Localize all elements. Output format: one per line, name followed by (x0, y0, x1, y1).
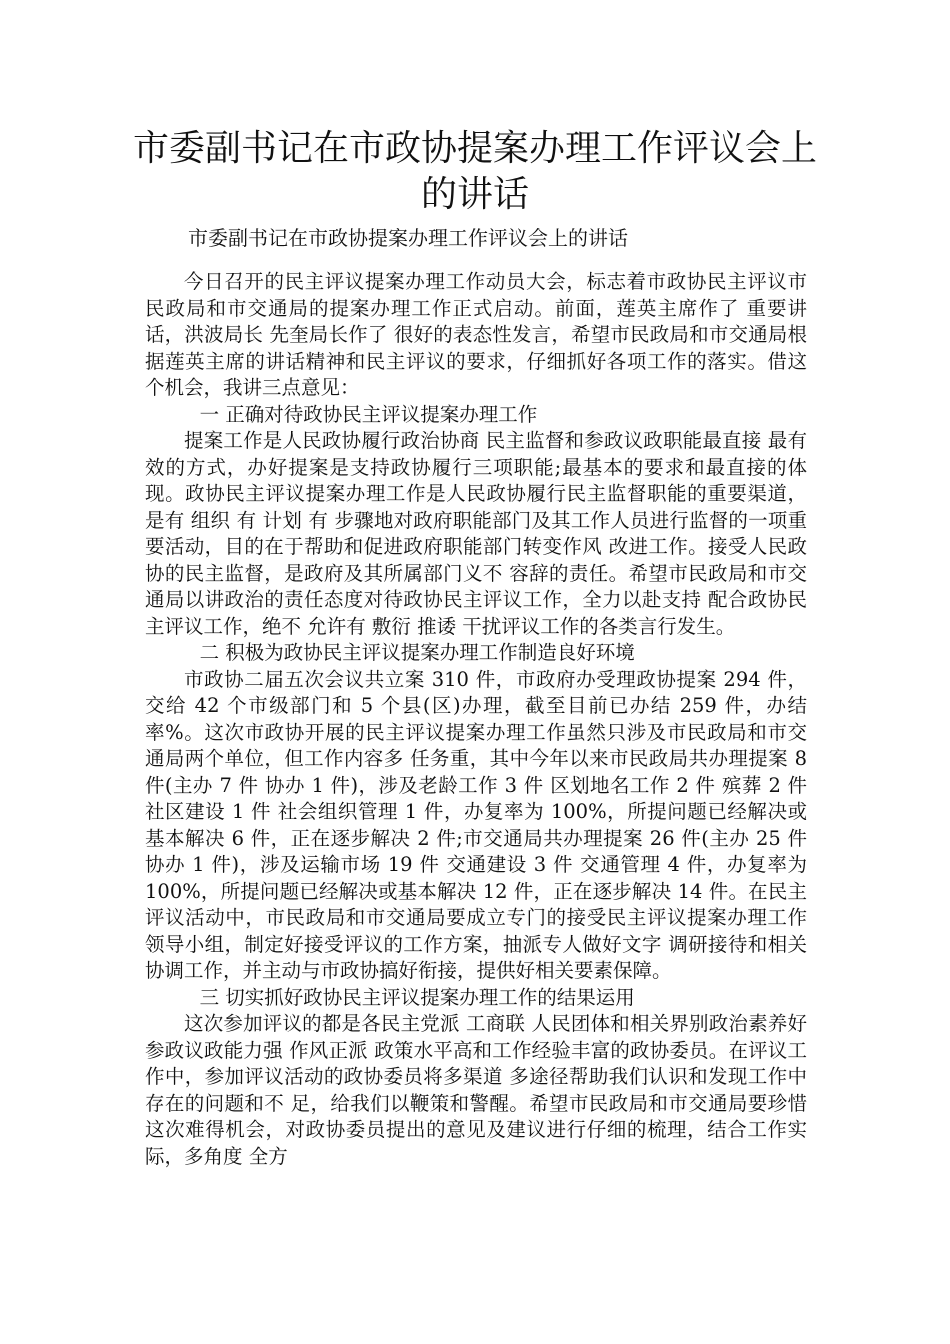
body-paragraph: 提案工作是人民政协履行政治协商 民主监督和参政议政职能最直接 最有 效的方式，办好提案是支持政协履行三项职能;最基本的要求和最直接的体现。政协民主评议提案办理工作是人民政协履行民主监督职能的重要渠道，是有 组织 有 计划 有 步骤地对政府职能部门及其工作人员进行监督的一项重要活动，目的在于帮助和促进政府职能部门转变作风 改进工作。接受人民政协的民主监督，是政府及其所属部门义不 容辞的责任。希望市民政局和市交通局以讲政治的责任态度对待政协民主评议工作，全力以赴支持 配合政协民主评议工作，绝不 允许有 敷衍 推诿 干扰评议工作的各类言行发生。 (145, 429, 807, 638)
section-heading: 三 切实抓好政协民主评议提案办理工作的结果运用 (199, 985, 635, 1009)
body-paragraph: 这次参加评议的都是各民主党派 工商联 人民团体和相关界别政治素养好 参政议政能力强 作风正派 政策水平高和工作经验丰富的政协委员。在评议工作中，参加评议活动的政协委员将多渠道 多途径帮助我们认识和发现工作中存在的问题和不 足，给我们以鞭策和警醒。希望市民政局和市交通局要珍惜这次难得机会，对政协委员提出的意见及建议进行仔细的梳理，结合工作实际，多角度 全方 (145, 1012, 807, 1168)
document-subtitle: 市委副书记在市政协提案办理工作评议会上的讲话 (188, 226, 628, 250)
section-heading: 二 积极为政协民主评议提案办理工作制造良好环境 (199, 641, 635, 664)
document-title: 市委副书记在市政协提案办理工作评议会上的讲话 (132, 128, 817, 215)
body-paragraph: 市政协二届五次会议共立案 310 件，市政府办受理政协提案 294 件，交给 42 个市级部门和 5 个县(区)办理，截至目前已办结 259 件，办结率%。这次市政协开展的民主评议提案办理工作虽然只涉及市民政局和市交通局两个单位，但工作内容多 任务重，其中今年以来市民政局共办理提案 8 件(主办 7 件 协办 1 件)，涉及老龄工作 3 件 区划地名工作 2 件 殡葬 2 件 社区建设 1 件 社会组织管理 1 件，办复率为 100%，所提问题已经解决或基本解决 6 件，正在逐步解决 2 件;市交通局共办理提案 26 件(主办 25 件 协办 1 件)，涉及运输市场 19 件 交通建设 3 件 交通管理 4 件，办复率为 100%，所提问题已经解决或基本解决 12 件，正在逐步解决 14 件。在民主评议活动中，市民政局和市交通局要成立专门的接受民主评议提案办理工作领导小组，制定好接受评议的工作方案，抽派专人做好文字 调研接待和相关协调工作，并主动与市政协搞好衔接，提供好相关要素保障。 (145, 667, 807, 982)
document-body (145, 269, 807, 1170)
body-paragraph: 今日召开的民主评议提案办理工作动员大会，标志着市政协民主评议市民政局和市交通局的提案办理工作正式启动。前面，莲英主席作了 重要讲话，洪波局长 先奎局长作了 很好的表态性发言，希望市民政局和市交通局根据莲英主席的讲话精神和民主评议的要求，仔细抓好各项工作的落实。借这个机会，我讲三点意见： (145, 270, 807, 399)
section-heading: 一 正确对待政协民主评议提案办理工作 (199, 402, 538, 426)
